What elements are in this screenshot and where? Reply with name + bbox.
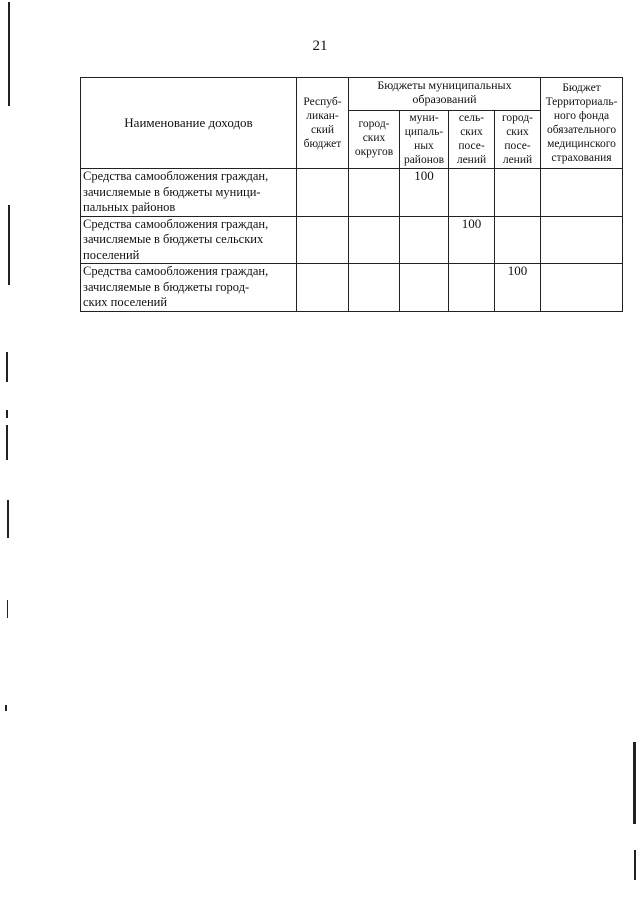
- scan-artifact-left-1: [8, 2, 10, 106]
- cell-urban-districts: [349, 264, 400, 312]
- header-municipal-districts: муни- ципаль- ных районов: [400, 111, 449, 169]
- row-revenue-name: Средства самообложения граждан, зачисляемые в бюджеты сельских поселений: [81, 216, 297, 264]
- header-urban-settlements: город- ских посе- лений: [495, 111, 541, 169]
- header-territorial-fund: Бюджет Территориаль- ного фонда обязательного медицинского страхования: [541, 78, 623, 169]
- table-row: [81, 216, 623, 264]
- scan-artifact-left-8: [5, 705, 7, 711]
- cell-territorial-fund: [541, 216, 623, 264]
- cell-republic: [297, 216, 349, 264]
- cell-municipal-districts: [400, 216, 449, 264]
- cell-urban-settlements: [495, 169, 541, 217]
- header-municipal-budgets: Бюджеты муниципальных образований: [349, 78, 541, 111]
- cell-urban-districts: [349, 169, 400, 217]
- table-row: [81, 264, 623, 312]
- header-rural-settlements: сель- ских посе- лений: [449, 111, 495, 169]
- table-row: [81, 169, 623, 217]
- cell-urban-settlements: [495, 216, 541, 264]
- row-revenue-name: Средства самообложения граждан, зачисляемые в бюджеты муници- пальных районов: [81, 169, 297, 217]
- scan-artifact-left-2: [8, 205, 10, 285]
- scan-artifact-left-6: [7, 500, 9, 538]
- cell-territorial-fund: [541, 264, 623, 312]
- scan-artifact-left-5: [6, 425, 8, 460]
- page-number: 21: [312, 38, 328, 54]
- cell-rural-settlements: [449, 264, 495, 312]
- cell-municipal-districts: 100: [400, 169, 449, 217]
- scan-artifact-left-3: [6, 352, 8, 382]
- scan-artifact-left-4: [6, 410, 8, 418]
- header-republic-budget: Респуб- ликан- ский бюджет: [297, 78, 349, 169]
- revenue-distribution-table: [80, 77, 623, 312]
- header-urban-districts: город- ских округов: [349, 111, 400, 169]
- cell-republic: [297, 264, 349, 312]
- cell-urban-settlements: 100: [495, 264, 541, 312]
- cell-territorial-fund: [541, 169, 623, 217]
- cell-rural-settlements: 100: [449, 216, 495, 264]
- scan-artifact-right-2: [634, 850, 636, 880]
- cell-municipal-districts: [400, 264, 449, 312]
- cell-republic: [297, 169, 349, 217]
- cell-urban-districts: [349, 216, 400, 264]
- scan-artifact-right-1: [633, 742, 636, 824]
- scan-artifact-left-7: [7, 600, 8, 618]
- header-revenue-name: Наименование доходов: [81, 78, 297, 169]
- row-revenue-name: Средства самообложения граждан, зачисляемые в бюджеты город- ских поселений: [81, 264, 297, 312]
- cell-rural-settlements: [449, 169, 495, 217]
